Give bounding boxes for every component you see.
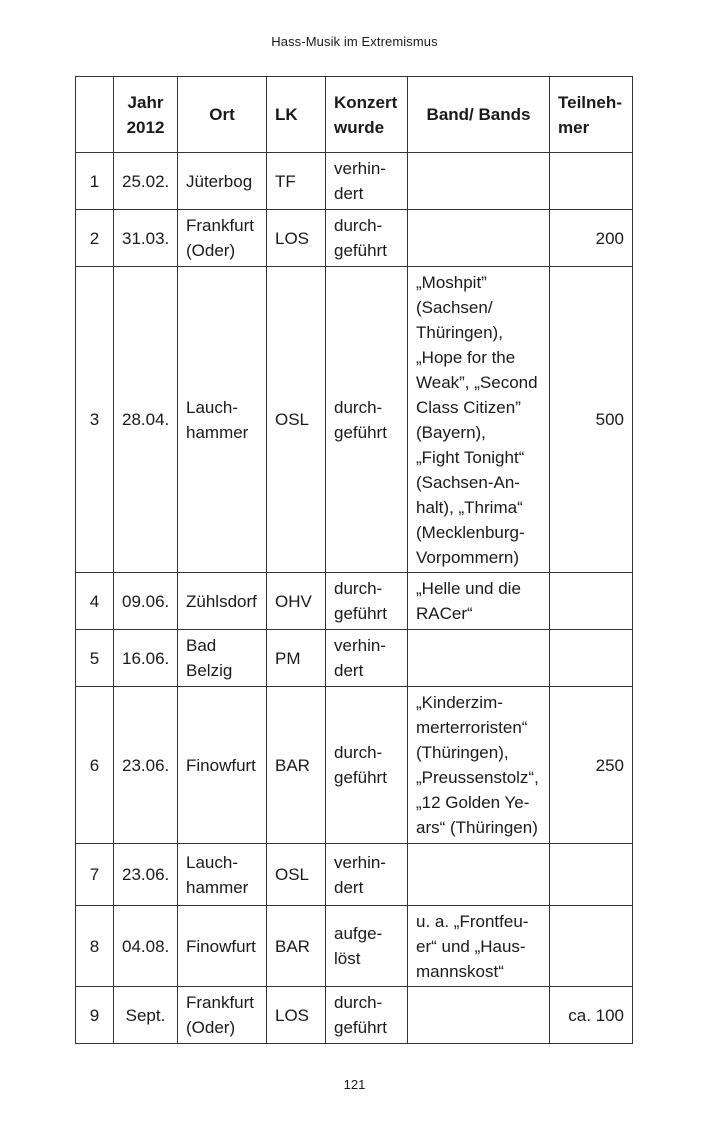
cell-ort: Frankfurt (Oder) xyxy=(178,210,267,267)
cell-ort: Frankfurt (Oder) xyxy=(178,987,267,1044)
cell-nr: 5 xyxy=(76,630,114,687)
cell-lk: OSL xyxy=(267,844,326,906)
cell-lk: BAR xyxy=(267,906,326,987)
cell-ort: Jüterbog xyxy=(178,153,267,210)
cell-konzert-wurde: verhin- dert xyxy=(326,153,408,210)
cell-teilnehmer xyxy=(550,573,633,630)
header-bands: Band/ Bands xyxy=(408,77,550,153)
cell-ort: Finowfurt xyxy=(178,906,267,987)
header-jahr: Jahr 2012 xyxy=(114,77,178,153)
running-header: Hass-Musik im Extremismus xyxy=(271,34,438,49)
cell-datum: 25.02. xyxy=(114,153,178,210)
cell-teilnehmer: ca. 100 xyxy=(550,987,633,1044)
cell-konzert-wurde: durch- geführt xyxy=(326,987,408,1044)
cell-konzert-wurde: verhin- dert xyxy=(326,630,408,687)
table-row xyxy=(76,906,633,987)
cell-datum: Sept. xyxy=(114,987,178,1044)
cell-bands xyxy=(408,844,550,906)
cell-ort: Bad Belzig xyxy=(178,630,267,687)
cell-konzert-wurde: durch- geführt xyxy=(326,267,408,573)
cell-konzert-wurde: durch- geführt xyxy=(326,210,408,267)
page-number: 121 xyxy=(343,1077,366,1092)
cell-bands: u. a. „Frontfeu- er“ und „Haus- mannskost“ xyxy=(408,906,550,987)
table-row xyxy=(76,987,633,1044)
cell-teilnehmer xyxy=(550,630,633,687)
cell-lk: LOS xyxy=(267,987,326,1044)
cell-nr: 2 xyxy=(76,210,114,267)
cell-bands xyxy=(408,210,550,267)
cell-lk: LOS xyxy=(267,210,326,267)
cell-lk: BAR xyxy=(267,687,326,844)
cell-bands xyxy=(408,630,550,687)
cell-ort: Lauch- hammer xyxy=(178,267,267,573)
header-ort: Ort xyxy=(178,77,267,153)
header-teilnehmer: Teilneh- mer xyxy=(550,77,633,153)
cell-teilnehmer xyxy=(550,153,633,210)
header-konzert-wurde: Konzert wurde xyxy=(326,77,408,153)
table-header-row xyxy=(76,77,633,153)
cell-nr: 1 xyxy=(76,153,114,210)
cell-datum: 04.08. xyxy=(114,906,178,987)
cell-teilnehmer xyxy=(550,906,633,987)
cell-bands xyxy=(408,987,550,1044)
cell-datum: 23.06. xyxy=(114,687,178,844)
concert-table xyxy=(75,76,633,1044)
table-row xyxy=(76,573,633,630)
table-row xyxy=(76,844,633,906)
table-row xyxy=(76,630,633,687)
cell-bands xyxy=(408,153,550,210)
cell-bands: „Helle und die RACer“ xyxy=(408,573,550,630)
cell-ort: Lauch- hammer xyxy=(178,844,267,906)
cell-teilnehmer: 500 xyxy=(550,267,633,573)
cell-ort: Finowfurt xyxy=(178,687,267,844)
cell-datum: 31.03. xyxy=(114,210,178,267)
cell-datum: 28.04. xyxy=(114,267,178,573)
cell-konzert-wurde: verhin- dert xyxy=(326,844,408,906)
table-row xyxy=(76,210,633,267)
cell-datum: 09.06. xyxy=(114,573,178,630)
cell-teilnehmer: 200 xyxy=(550,210,633,267)
cell-konzert-wurde: durch- geführt xyxy=(326,573,408,630)
cell-konzert-wurde: aufge- löst xyxy=(326,906,408,987)
header-lk: LK xyxy=(267,77,326,153)
cell-teilnehmer xyxy=(550,844,633,906)
cell-nr: 6 xyxy=(76,687,114,844)
cell-konzert-wurde: durch- geführt xyxy=(326,687,408,844)
cell-bands: „Moshpit” (Sachsen/ Thüringen), „Hope for the Weak”, „Second Class Citizen” (Bayern), „Fight Tonight“ (Sachsen-An- halt), „Thrima“ (Mecklenburg- Vorpommern) xyxy=(408,267,550,573)
cell-lk: OHV xyxy=(267,573,326,630)
cell-lk: TF xyxy=(267,153,326,210)
table-row xyxy=(76,153,633,210)
cell-nr: 7 xyxy=(76,844,114,906)
cell-nr: 9 xyxy=(76,987,114,1044)
cell-nr: 4 xyxy=(76,573,114,630)
cell-lk: OSL xyxy=(267,267,326,573)
cell-nr: 8 xyxy=(76,906,114,987)
table-row xyxy=(76,687,633,844)
cell-datum: 16.06. xyxy=(114,630,178,687)
cell-datum: 23.06. xyxy=(114,844,178,906)
header-nr xyxy=(76,77,114,153)
cell-teilnehmer: 250 xyxy=(550,687,633,844)
table-row xyxy=(76,267,633,573)
cell-ort: Zühlsdorf xyxy=(178,573,267,630)
cell-nr: 3 xyxy=(76,267,114,573)
cell-bands: „Kinderzim- merterroristen“ (Thüringen), „Preussenstolz“, „12 Golden Ye- ars“ (Thüringen) xyxy=(408,687,550,844)
cell-lk: PM xyxy=(267,630,326,687)
